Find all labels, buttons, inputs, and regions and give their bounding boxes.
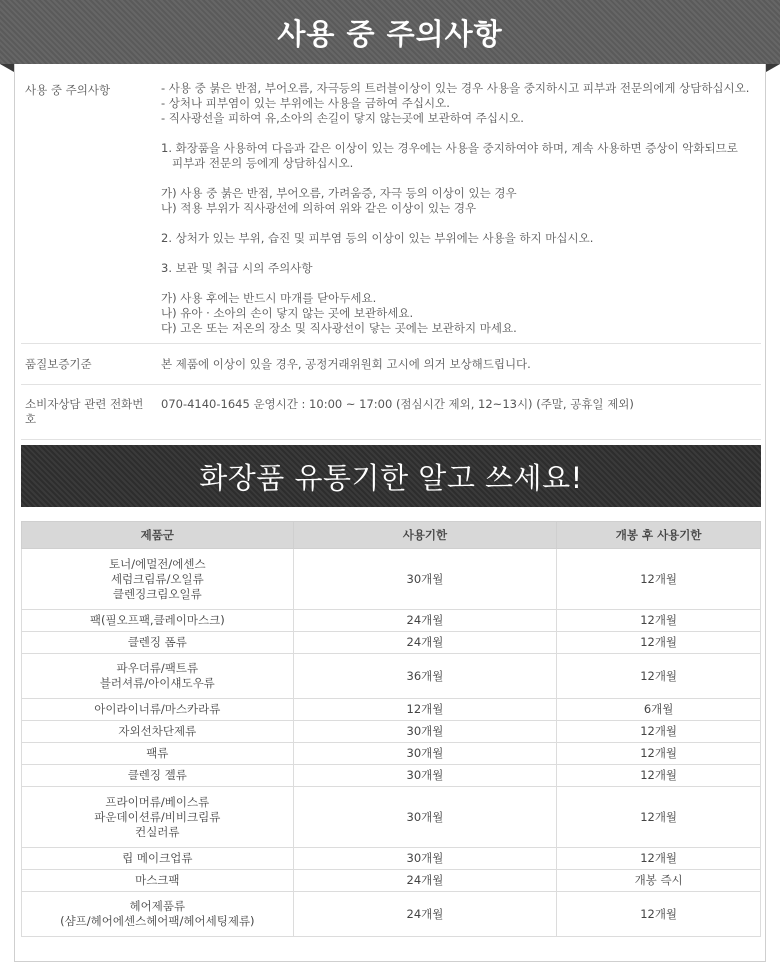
caution-gap xyxy=(161,171,761,186)
caution-line: - 직사광선을 피하여 유,소아의 손길이 닿지 않는곳에 보관하여 주십시오. xyxy=(161,111,524,125)
shelf-life-cell: 30개월 xyxy=(293,765,557,787)
opened-life-cell: 12개월 xyxy=(557,721,761,743)
opened-life-cell: 12개월 xyxy=(557,610,761,632)
table-row xyxy=(22,632,761,654)
table-row xyxy=(22,787,761,848)
shelf-life-cell: 30개월 xyxy=(293,721,557,743)
header-shelf-life: 사용기한 xyxy=(293,522,557,549)
expiry-body xyxy=(22,549,761,937)
expiry-banner xyxy=(21,445,761,507)
category-line: 아이라이너류/마스카라류 xyxy=(94,702,221,716)
caution-row xyxy=(21,72,761,344)
table-row xyxy=(22,765,761,787)
category-line: 팩(필오프팩,클레이마스크) xyxy=(89,613,225,627)
caution-line: 나) 적용 부위가 직사광선에 의하여 위와 같은 이상이 있는 경우 xyxy=(161,201,477,215)
page-title: 사용 중 주의사항 xyxy=(277,16,503,51)
caution-line: 3. 보관 및 취급 시의 주의사항 xyxy=(161,261,313,275)
caution-gap xyxy=(161,246,761,261)
category-cell xyxy=(22,632,294,654)
category-line: 토너/에멀전/에센스 xyxy=(109,556,206,571)
category-cell xyxy=(22,787,294,848)
notice-panel xyxy=(14,64,766,962)
opened-life-cell: 12개월 xyxy=(557,743,761,765)
category-line: 컨실러류 xyxy=(135,824,180,839)
phone-text: 070-4140-1645 운영시간 : 10:00 ~ 17:00 (점심시간 제외, 12~13시) (주말, 공휴일 제외) xyxy=(161,397,634,411)
table-row xyxy=(22,870,761,892)
category-line: 자외선차단제류 xyxy=(118,724,197,738)
category-line: 립 메이크업류 xyxy=(122,851,193,865)
category-line: 프라이머류/베이스류 xyxy=(105,794,210,809)
caution-line: 2. 상처가 있는 부위, 습진 및 피부염 등의 이상이 있는 부위에는 사용을 하지 마십시오. xyxy=(161,231,594,245)
caution-line: 1. 화장품을 사용하여 다음과 같은 이상이 있는 경우에는 사용을 중지하여야 하며, 계속 사용하면 증상이 악화되므로 xyxy=(161,141,738,155)
opened-life-cell: 12개월 xyxy=(557,787,761,848)
category-line: 클렌징크림오일류 xyxy=(112,586,202,601)
opened-life-cell: 12개월 xyxy=(557,632,761,654)
category-cell xyxy=(22,654,294,699)
caution-gap xyxy=(161,126,761,141)
category-line: 파운데이션류/비비크림류 xyxy=(94,809,221,824)
category-cell xyxy=(22,699,294,721)
category-line: 클렌징 젤류 xyxy=(127,768,187,782)
category-cell xyxy=(22,721,294,743)
header-banner xyxy=(0,0,780,64)
category-line: 헤어제품류 xyxy=(129,899,186,913)
category-cell xyxy=(22,743,294,765)
shelf-life-cell: 24개월 xyxy=(293,892,557,937)
caution-label: 사용 중 주의사항 xyxy=(25,83,111,97)
table-row xyxy=(22,699,761,721)
category-cell xyxy=(22,765,294,787)
banner-fold-left xyxy=(0,64,14,72)
category-cell xyxy=(22,610,294,632)
phone-row xyxy=(21,385,761,440)
spec-table xyxy=(21,72,761,440)
shelf-life-cell: 36개월 xyxy=(293,654,557,699)
shelf-life-cell: 30개월 xyxy=(293,848,557,870)
table-row xyxy=(22,549,761,610)
category-line: 팩류 xyxy=(146,746,169,760)
table-row xyxy=(22,848,761,870)
opened-life-cell: 6개월 xyxy=(557,699,761,721)
shelf-life-cell: 24개월 xyxy=(293,870,557,892)
quality-label: 품질보증기준 xyxy=(25,357,92,371)
expiry-title: 화장품 유통기한 알고 쓰세요! xyxy=(199,460,583,495)
shelf-life-cell: 30개월 xyxy=(293,787,557,848)
category-line: 마스크팩 xyxy=(135,873,180,887)
shelf-life-cell: 30개월 xyxy=(293,549,557,610)
category-cell xyxy=(22,892,294,937)
caution-line: - 상처나 피부염이 있는 부위에는 사용을 금하여 주십시오. xyxy=(161,96,450,110)
caution-gap xyxy=(161,216,761,231)
opened-life-cell: 12개월 xyxy=(557,654,761,699)
shelf-life-cell: 24개월 xyxy=(293,632,557,654)
category-line: 세럼크림류/오일류 xyxy=(110,571,204,586)
shelf-life-cell: 30개월 xyxy=(293,743,557,765)
phone-label: 소비자상담 관련 전화번호 xyxy=(25,397,144,426)
category-line: 블러셔류/아이섀도우류 xyxy=(99,676,215,690)
caution-line: 가) 사용 중 붉은 반점, 부어오름, 가려움증, 자극 등의 이상이 있는 경우 xyxy=(161,186,517,200)
table-row xyxy=(22,721,761,743)
caution-line: 피부과 전문의 등에게 상담하십시오. xyxy=(161,156,354,170)
table-row xyxy=(22,743,761,765)
category-cell xyxy=(22,870,294,892)
table-row xyxy=(22,610,761,632)
opened-life-cell: 개봉 즉시 xyxy=(557,870,761,892)
category-line: 클렌징 폼류 xyxy=(127,635,187,649)
category-cell xyxy=(22,549,294,610)
shelf-life-cell: 24개월 xyxy=(293,610,557,632)
expiry-table xyxy=(21,521,761,937)
opened-life-cell: 12개월 xyxy=(557,848,761,870)
quality-text: 본 제품에 이상이 있을 경우, 공정거래위원회 고시에 의거 보상해드립니다. xyxy=(161,357,531,371)
banner-fold-right xyxy=(766,64,780,72)
header-opened-life: 개봉 후 사용기한 xyxy=(557,522,761,549)
opened-life-cell: 12개월 xyxy=(557,892,761,937)
opened-life-cell: 12개월 xyxy=(557,549,761,610)
expiry-header-row xyxy=(22,522,761,549)
table-row xyxy=(22,892,761,937)
shelf-life-cell: 12개월 xyxy=(293,699,557,721)
category-cell xyxy=(22,848,294,870)
category-line: (샴프/헤어에센스헤어팩/헤어세팅제류) xyxy=(60,914,255,928)
caution-line: 나) 유아 · 소아의 손이 닿지 않는 곳에 보관하세요. xyxy=(161,306,414,320)
caution-line: 다) 고온 또는 저온의 장소 및 직사광선이 닿는 곳에는 보관하지 마세요. xyxy=(161,321,517,335)
table-row xyxy=(22,654,761,699)
caution-gap xyxy=(161,276,761,291)
caution-text xyxy=(153,72,761,343)
caution-line: - 사용 중 붉은 반점, 부어오름, 자극등의 트러블이상이 있는 경우 사용을 중지하시고 피부과 전문의에게 상담하십시오. xyxy=(161,81,750,95)
opened-life-cell: 12개월 xyxy=(557,765,761,787)
caution-line: 가) 사용 후에는 반드시 마개를 닫아두세요. xyxy=(161,291,377,305)
header-category: 제품군 xyxy=(22,522,294,549)
quality-row xyxy=(21,344,761,385)
category-line: 파우더류/팩트류 xyxy=(116,661,199,675)
